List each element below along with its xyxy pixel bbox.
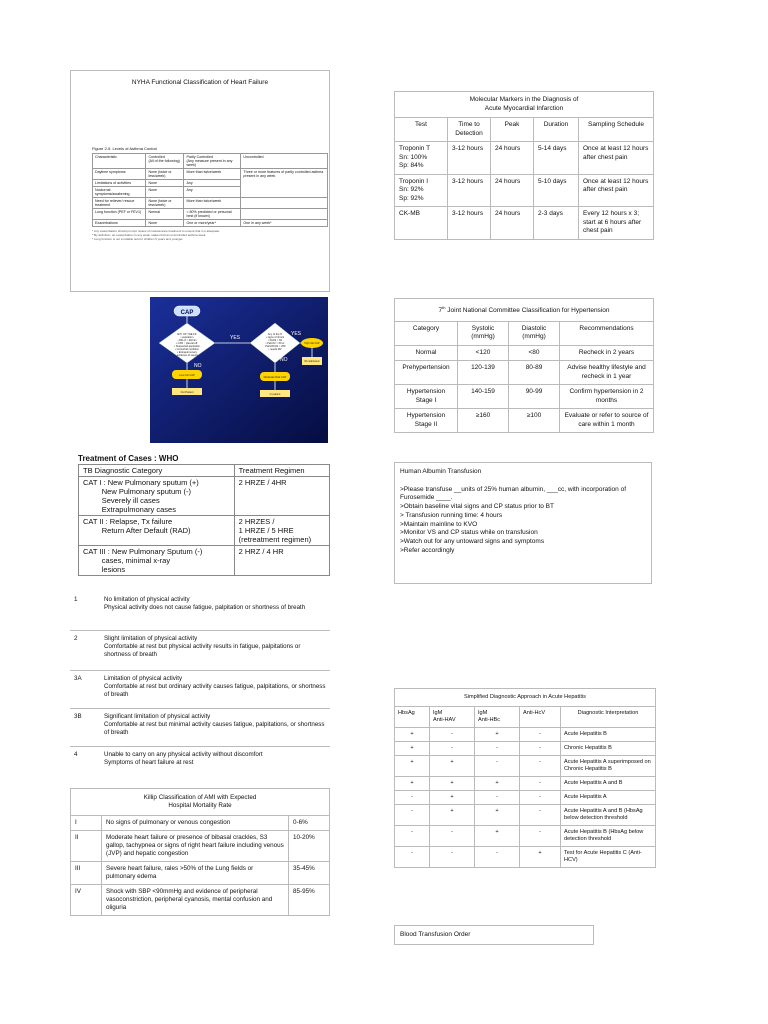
asthma-cell: One in any week*	[241, 220, 328, 227]
jnc-title-text: Joint National Committee Classification for Hypertension	[445, 307, 610, 315]
table-row	[395, 174, 654, 207]
nyha-class-number: 2	[70, 630, 100, 670]
hepatitis-cell: -	[395, 805, 430, 826]
asthma-cell: None	[146, 180, 184, 187]
hepatitis-cell: -	[430, 728, 475, 742]
nyha-class-title: Slight limitation of physical activity	[104, 634, 198, 642]
who-category: CAT III : New Pulmonary Sputum (-) cases, minimal x-ray lesions	[79, 546, 235, 576]
asthma-header-cell: Characteristic	[93, 154, 146, 169]
hepatitis-interpretation: Acute Hepatitis A	[561, 791, 656, 805]
jnc-title	[395, 299, 654, 322]
asthma-footnote: * By definition, an exacerbation in any week makes that an uncontrolled asthma week.	[92, 233, 207, 237]
hepatitis-cell: +	[520, 847, 561, 868]
table-row	[395, 207, 654, 240]
table-row	[395, 118, 654, 142]
hepatitis-cell: +	[430, 756, 475, 777]
asthma-cell: None	[146, 220, 184, 227]
who-table	[78, 464, 330, 576]
asthma-cell: One or more/year*	[184, 220, 241, 227]
hepatitis-cell: -	[395, 847, 430, 868]
markers-cell: Troponin I Sn: 92% Sp: 92%	[395, 174, 448, 207]
hepatitis-table	[394, 688, 656, 868]
asthma-cell: None	[146, 187, 184, 198]
killip-class: IV	[71, 885, 102, 916]
killip-rate: 0-6%	[289, 816, 330, 831]
hepatitis-header: Anti-HcV	[520, 707, 561, 728]
jnc-cell: 120-139	[458, 361, 509, 385]
albumin-line: >Obtain baseline vital signs and CP status prior to BT	[400, 503, 554, 511]
jnc-cell: <80	[509, 345, 560, 361]
table-row	[70, 630, 330, 670]
table-row	[71, 885, 330, 916]
table-row	[395, 361, 654, 385]
albumin-transfusion-order	[394, 462, 652, 584]
asthma-header-cell: Uncontrolled	[241, 154, 328, 169]
yes-label: YES	[291, 331, 302, 337]
albumin-line: >Watch out for any untoward signs and symptoms	[400, 537, 545, 545]
hepatitis-interpretation: Acute Hepatitis A and B	[561, 777, 656, 791]
jnc-header: Systolic (mmHg)	[458, 321, 509, 345]
asthma-footnote: * Lung function is not a reliable test for children 5 years and younger.	[92, 237, 184, 241]
no-label: NO	[280, 357, 288, 363]
asthma-cell: Lung function (PEF or FEV1)	[93, 209, 146, 220]
table-row	[395, 805, 656, 826]
no-label: NO	[194, 363, 202, 369]
jnc-table	[394, 298, 654, 433]
nyha-class-desc: Comfortable at rest but ordinary activity causes fatigue, palpitations, or shortness of breath	[104, 682, 326, 698]
hepatitis-cell: +	[475, 777, 520, 791]
asthma-cell: Daytime symptoms	[93, 169, 146, 180]
hepatitis-header: IgM Anti-HBc	[475, 707, 520, 728]
table-row	[79, 546, 330, 576]
jnc-cell: Hypertension Stage I	[395, 385, 458, 409]
table-row	[395, 728, 656, 742]
hepatitis-cell: -	[520, 777, 561, 791]
hepatitis-cell: -	[520, 805, 561, 826]
asthma-cell: < 80% predicted or personal best (if known)	[184, 209, 241, 220]
table-row	[395, 847, 656, 868]
nyha-class-title: Limitation of physical activity	[104, 674, 183, 682]
jnc-title-num: 7	[438, 307, 443, 315]
jnc-hypertension	[394, 298, 654, 433]
markers-cell: 24 hours	[491, 207, 534, 240]
markers-header: Sampling Schedule	[579, 118, 654, 142]
table-row	[395, 777, 656, 791]
hepatitis-cell: -	[520, 791, 561, 805]
killip-class: I	[71, 816, 102, 831]
nyha-class-desc: Physical activity does not cause fatigue, palpitation or shortness of breath	[104, 604, 306, 611]
jnc-header: Diastolic (mmHg)	[509, 321, 560, 345]
nyha-class-number: 4	[70, 746, 100, 776]
cap-flowchart	[150, 297, 328, 443]
hepatitis-interpretation: Chronic Hepatitis B	[561, 742, 656, 756]
nyha-class-number: 3A	[70, 670, 100, 708]
markers-header: Test	[395, 118, 448, 142]
jnc-cell: <120	[458, 345, 509, 361]
table-row	[79, 477, 330, 516]
jnc-cell: ≥100	[509, 409, 560, 433]
hepatitis-cell: +	[395, 742, 430, 756]
hepatitis-interpretation: Acute Hepatitis A superimposed on Chronic Hepatitis B	[561, 756, 656, 777]
table-row	[71, 816, 330, 831]
albumin-line: >Monitor VS and CP status while on transfusion	[400, 529, 538, 537]
hepatitis-cell: -	[520, 826, 561, 847]
table-row	[70, 592, 330, 630]
table-row	[395, 742, 656, 756]
markers-cell: 24 hours	[491, 142, 534, 175]
markers-header: Time to Detection	[448, 118, 491, 142]
asthma-cell	[241, 198, 328, 209]
jnc-cell: Hypertension Stage II	[395, 409, 458, 433]
nyha-class-title: Significant limitation of physical activity	[104, 712, 211, 720]
nyha-class-desc: Comfortable at rest but physical activity results in fatigue, palpitations or shortness of breath	[104, 642, 301, 658]
markers-cell: 5-14 days	[534, 142, 579, 175]
asthma-cell: None (twice or less/week)	[146, 198, 184, 209]
markers-cell: Every 12 hours x 3; start at 6 hours after chest pain	[579, 207, 654, 240]
jnc-cell: 90-99	[509, 385, 560, 409]
hepatitis-cell: -	[430, 847, 475, 868]
hepatitis-cell: -	[475, 791, 520, 805]
nyha-class-list	[70, 592, 330, 776]
table-row	[395, 409, 654, 433]
hepatitis-interpretation: Acute Hepatitis B	[561, 728, 656, 742]
nyha-class-text	[100, 708, 330, 746]
asthma-header-cell: Partly Controlled (Any measure present in any week)	[184, 154, 241, 169]
nyha-class-text	[100, 670, 330, 708]
asthma-cell: Any	[184, 187, 241, 198]
markers-cell: 3-12 hours	[448, 207, 491, 240]
asthma-cell: Exacerbations	[93, 220, 146, 227]
moderate-risk-label: Moderate Risk CAP	[263, 376, 287, 379]
hepatitis-header: Diagnostic Interpretation	[561, 707, 656, 728]
asthma-cell: Need for reliever/ rescue treatment	[93, 198, 146, 209]
asthma-cell: None (twice or less/week)	[146, 169, 184, 180]
hepatitis-header: IgM Anti-HAV	[430, 707, 475, 728]
table-row	[395, 756, 656, 777]
hepatitis-cell: +	[430, 805, 475, 826]
hepatitis-cell: -	[520, 728, 561, 742]
yes-label: YES	[230, 335, 241, 341]
killip-desc: No signs of pulmonary or venous congestion	[102, 816, 289, 831]
hepatitis-header: HbsAg	[395, 707, 430, 728]
jnc-header: Recommendations	[560, 321, 654, 345]
table-row	[395, 826, 656, 847]
killip-table	[70, 788, 330, 916]
hepatitis-cell: +	[395, 728, 430, 742]
asthma-cell: More than twice/week	[184, 169, 241, 180]
table-row	[395, 321, 654, 345]
markers-cell: 3-12 hours	[448, 142, 491, 175]
jnc-cell: Prehypertension	[395, 361, 458, 385]
table-row	[70, 670, 330, 708]
markers-cell: 3-12 hours	[448, 174, 491, 207]
killip-classification	[70, 788, 330, 916]
hepatitis-interpretation: Test for Acute Hepatitis C (Anti-HCV)	[561, 847, 656, 868]
molecular-markers	[394, 91, 654, 240]
table-row	[93, 169, 328, 180]
markers-cell: Troponin T Sn: 100% Sp: 84%	[395, 142, 448, 175]
nyha-class-text	[100, 630, 330, 670]
who-col-header: TB Diagnostic Category	[79, 465, 235, 477]
table-row	[71, 831, 330, 862]
hepatitis-interpretation: Acute Hepatitis A and B (HbsAg below detection threshold	[561, 805, 656, 826]
markers-cell: 2-3 days	[534, 207, 579, 240]
albumin-line: >Refer accordingly	[400, 546, 455, 554]
nyha-class-text	[100, 592, 330, 630]
decision-1-text: ANY OF THE FF: • aspiration • RR of > 30/min • CXR ↑ pleural eff. • Suspected aspiration • Comorbid condition • Extrapulmonary evidence of sepsis	[174, 333, 200, 357]
who-heading: Treatment of Cases : WHO	[78, 454, 179, 463]
jnc-title-sup: th	[442, 305, 446, 310]
nyha-class-title: Unable to carry on any physical activity without discomfort	[104, 750, 263, 758]
killip-desc: Shock with SBP <90mmHg and evidence of peripheral vasoconstriction, peripheral cyanosis, mental confusion and oliguria	[102, 885, 289, 916]
jnc-cell: Advise healthy lifestyle and recheck in 1 year	[560, 361, 654, 385]
hepatitis-cell: -	[430, 742, 475, 756]
hepatitis-cell: -	[395, 791, 430, 805]
table-row	[93, 209, 328, 220]
asthma-cell: Normal	[146, 209, 184, 220]
killip-rate: 10-20%	[289, 831, 330, 862]
asthma-cell	[241, 209, 328, 220]
markers-header: Duration	[534, 118, 579, 142]
markers-cell: Once at least 12 hours after chest pain	[579, 174, 654, 207]
table-row	[70, 746, 330, 776]
killip-desc: Severe heart failure, rales >50% of the Lung fields or pulmonary edema	[102, 862, 289, 885]
jnc-cell: 80-89	[509, 361, 560, 385]
asthma-table	[92, 153, 328, 227]
table-row	[395, 345, 654, 361]
hepatitis-cell: -	[475, 742, 520, 756]
markers-cell: 24 hours	[491, 174, 534, 207]
who-regimen: 2 HRZE / 4HR	[234, 477, 329, 516]
markers-title: Molecular Markers in the Diagnosis of Acute Myocardial Infarction	[395, 92, 654, 118]
hepatitis-cell: -	[475, 847, 520, 868]
markers-cell: 5-10 days	[534, 174, 579, 207]
jnc-cell: 140-159	[458, 385, 509, 409]
decision-2-text: Any of the ff: • signs of shock • PaO2 < 60 • PaCO2 > 50 or PaO2/FiO2 < 250 • needs MV	[264, 333, 286, 351]
nyha-class-title: No limitation of physical activity	[104, 596, 190, 603]
hepatitis-cell: +	[395, 756, 430, 777]
killip-desc: Moderate heart failure or presence of bibasal crackles, S3 gallop, tachypnea or signs of right heart failure including venous (JVP) and hepatic congestion	[102, 831, 289, 862]
icu-label: ICU admission	[304, 360, 320, 363]
asthma-cell: Three or more features of partly controlled asthma present in any week	[241, 169, 328, 198]
table-row	[71, 862, 330, 885]
hepatitis-title: Simplified Diagnostic Approach in Acute Hepatitis	[395, 689, 656, 707]
table-row	[395, 707, 656, 728]
killip-rate: 85-95%	[289, 885, 330, 916]
jnc-header: Category	[395, 321, 458, 345]
asthma-cell: Nocturnal symptoms/awakening	[93, 187, 146, 198]
who-col-header: Treatment Regimen	[234, 465, 329, 477]
asthma-header-cell: Controlled (All of the following)	[146, 154, 184, 169]
nyha-class-number: 3B	[70, 708, 100, 746]
table-row	[93, 220, 328, 227]
table-row	[395, 791, 656, 805]
albumin-title: Human Albumin Transfusion	[400, 468, 482, 475]
killip-title: Killip Classification of AMI with Expected Hospital Mortality Rate	[71, 789, 330, 816]
hepatitis-approach	[394, 688, 656, 868]
markers-cell: CK-MB	[395, 207, 448, 240]
table-row	[395, 385, 654, 409]
blood-transfusion-order	[394, 925, 594, 945]
table-row	[395, 142, 654, 175]
hepatitis-cell: +	[475, 728, 520, 742]
jnc-cell: ≥160	[458, 409, 509, 433]
asthma-cell: More than twice/week	[184, 198, 241, 209]
nyha-class-desc: Comfortable at rest but minimal activity causes fatigue, palpitations, or shortness of breath	[104, 720, 325, 736]
killip-class: III	[71, 862, 102, 885]
nyha-class-number: 1	[74, 596, 78, 603]
nyha-class-table	[70, 592, 330, 776]
asthma-caption: Figure 2-5. Levels of Asthma Control	[92, 146, 157, 151]
outpatient-label: Out Patient	[180, 391, 194, 394]
markers-cell: Once at least 12 hours after chest pain	[579, 142, 654, 175]
markers-table	[394, 91, 654, 240]
table-row	[79, 516, 330, 546]
nyha-title: NYHA Functional Classification of Heart Failure	[131, 79, 269, 86]
albumin-line: >Please transfuse __units of 25% human albumin, ___cc, with incorporation of Furosemide ____.	[400, 485, 627, 502]
who-tb-treatment	[78, 454, 330, 576]
cap-label: CAP	[180, 310, 194, 316]
hepatitis-cell: +	[475, 826, 520, 847]
hepatitis-cell: -	[520, 756, 561, 777]
nyha-class-desc: Symptoms of heart failure at rest	[104, 758, 194, 766]
who-regimen: 2 HRZ / 4 HR	[234, 546, 329, 576]
asthma-footnote: * Any exacerbation should prompt review of maintenance treatment to ensure that it is adequate.	[92, 229, 220, 233]
hepatitis-interpretation: Acute Hepatitis B (HbsAg below detection threshold	[561, 826, 656, 847]
table-row	[93, 198, 328, 209]
killip-rate: 35-45%	[289, 862, 330, 885]
hepatitis-cell: -	[395, 826, 430, 847]
albumin-line: >Maintain mainline to KVO	[400, 520, 478, 528]
who-category: CAT II : Relapse, Tx failure Return After Default (RAD)	[79, 516, 235, 546]
hepatitis-cell: +	[430, 791, 475, 805]
table-row	[70, 708, 330, 746]
blood-title: Blood Transfusion Order	[400, 931, 471, 938]
markers-header: Peak	[491, 118, 534, 142]
nyha-class-text	[100, 746, 330, 776]
hepatitis-cell: +	[475, 805, 520, 826]
jnc-cell: Evaluate or refer to source of care within 1 month	[560, 409, 654, 433]
jnc-cell: Normal	[395, 345, 458, 361]
low-risk-label: Low risk CAP	[179, 374, 195, 377]
high-risk-label: High risk CAP	[304, 342, 320, 345]
hepatitis-cell: -	[475, 756, 520, 777]
cap-flowchart-svg	[150, 297, 328, 443]
jnc-cell: Confirm hypertension in 2 months	[560, 385, 654, 409]
who-category: CAT I : New Pulmonary sputum (+) New Pulmonary sputum (-) Severely ill cases Extrapulmonary cases	[79, 477, 235, 516]
inpatient-label: In patient	[269, 393, 281, 396]
asthma-control-figure	[92, 146, 328, 241]
jnc-cell: Recheck in 2 years	[560, 345, 654, 361]
hepatitis-cell: -	[520, 742, 561, 756]
asthma-cell: Any	[184, 180, 241, 187]
asthma-cell: Limitations of activities	[93, 180, 146, 187]
hepatitis-cell: -	[430, 826, 475, 847]
hepatitis-cell: +	[430, 777, 475, 791]
who-regimen: 2 HRZES / 1 HRZE / 5 HRE (retreatment regimen)	[234, 516, 329, 546]
killip-class: II	[71, 831, 102, 862]
hepatitis-cell: +	[395, 777, 430, 791]
albumin-line: > Transfusion running time: 4 hours	[400, 511, 503, 519]
